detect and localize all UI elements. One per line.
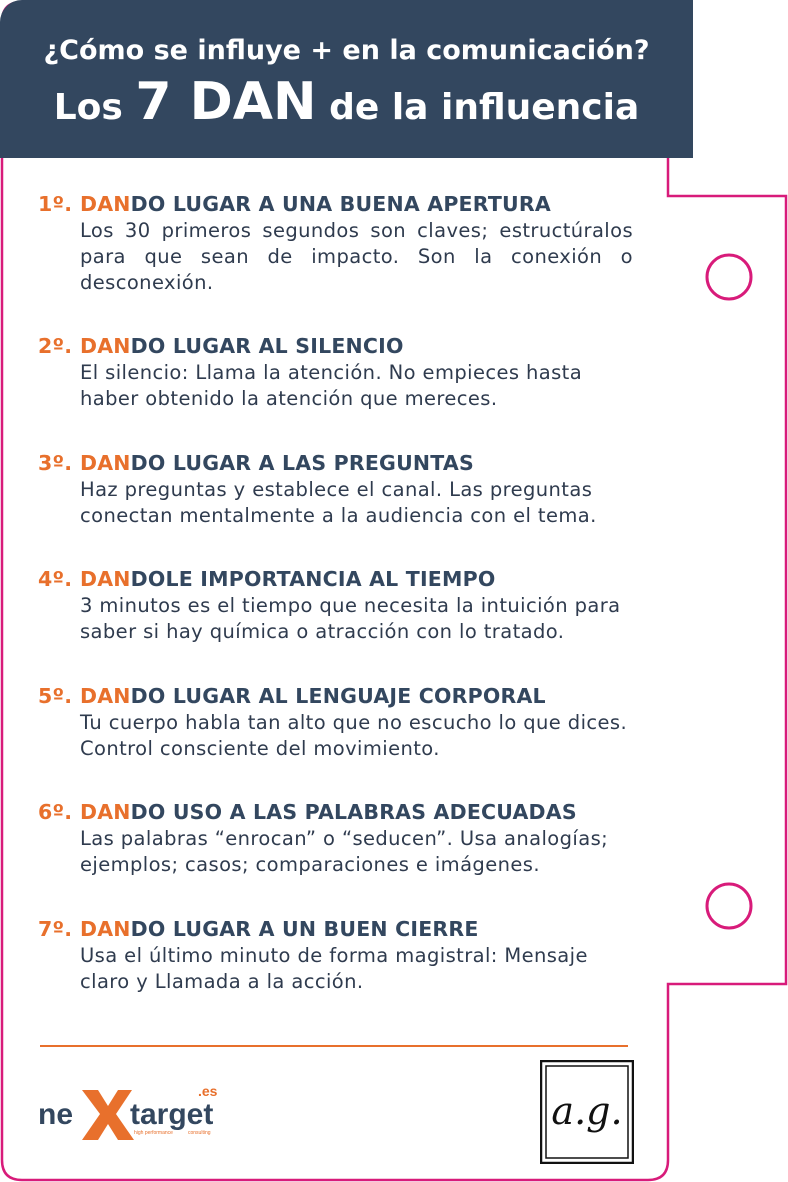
- item-body: Usa el último minuto de forma magistral: Mensaje claro y Llamada a la acción.: [80, 944, 588, 993]
- item-body: El silencio: Llama la atención. No empieces hasta haber obtenido la atención que mereces.: [80, 361, 583, 410]
- nextarget-logo: [38, 1084, 228, 1144]
- svg-text:.es: .es: [198, 1084, 218, 1099]
- header-question: ¿Cómo se influye + en la comunicación?: [43, 35, 650, 66]
- list-item: [38, 334, 633, 412]
- list-item: [38, 567, 633, 645]
- svg-text:target: target: [130, 1098, 214, 1131]
- list-item: [38, 192, 633, 296]
- list-item: [38, 800, 633, 878]
- item-body: 3 minutos es el tiempo que necesita la intuición para saber si hay química o atracción con lo tratado.: [80, 594, 621, 643]
- list-item: [38, 451, 633, 529]
- item-body: Las palabras “enrocan” o “seducen”. Usa analogías; ejemplos; casos; comparaciones e imágenes.: [80, 827, 609, 876]
- svg-text:ne: ne: [38, 1098, 74, 1131]
- item-title: 7º. DANDO LUGAR A UN BUEN CIERRE: [38, 917, 479, 941]
- svg-text:consulting: consulting: [188, 1130, 211, 1136]
- punch-hole-top: [707, 255, 751, 299]
- item-body: Haz preguntas y establece el canal. Las preguntas conectan mentalmente a la audiencia con el tema.: [80, 478, 597, 527]
- item-title: 4º. DANDOLE IMPORTANCIA AL TIEMPO: [38, 567, 496, 591]
- divider: [40, 1045, 628, 1047]
- item-title: 2º. DANDO LUGAR AL SILENCIO: [38, 334, 404, 358]
- item-body: Tu cuerpo habla tan alto que no escucho lo que dices. Control consciente del movimiento.: [80, 711, 628, 760]
- list-item: [38, 684, 633, 762]
- punch-hole-bottom: [707, 884, 751, 928]
- svg-text:a.g.: a.g.: [551, 1089, 623, 1133]
- item-body: Los 30 primeros segundos son claves; estructúralos para que sean de impacto. Son la conexión o desconexión.: [80, 219, 633, 294]
- item-title: 5º. DANDO LUGAR AL LENGUAJE CORPORAL: [38, 684, 546, 708]
- header-title: Los 7 DAN de la influencia: [53, 72, 640, 132]
- item-title: 6º. DANDO USO A LAS PALABRAS ADECUADAS: [38, 800, 577, 824]
- item-title: 1º. DANDO LUGAR A UNA BUENA APERTURA: [38, 192, 551, 216]
- item-title: 3º. DANDO LUGAR A LAS PREGUNTAS: [38, 451, 474, 475]
- svg-text:high performance: high performance: [134, 1130, 173, 1136]
- header-banner: [0, 0, 693, 158]
- list-item: [38, 917, 633, 995]
- ag-logo: [540, 1060, 634, 1164]
